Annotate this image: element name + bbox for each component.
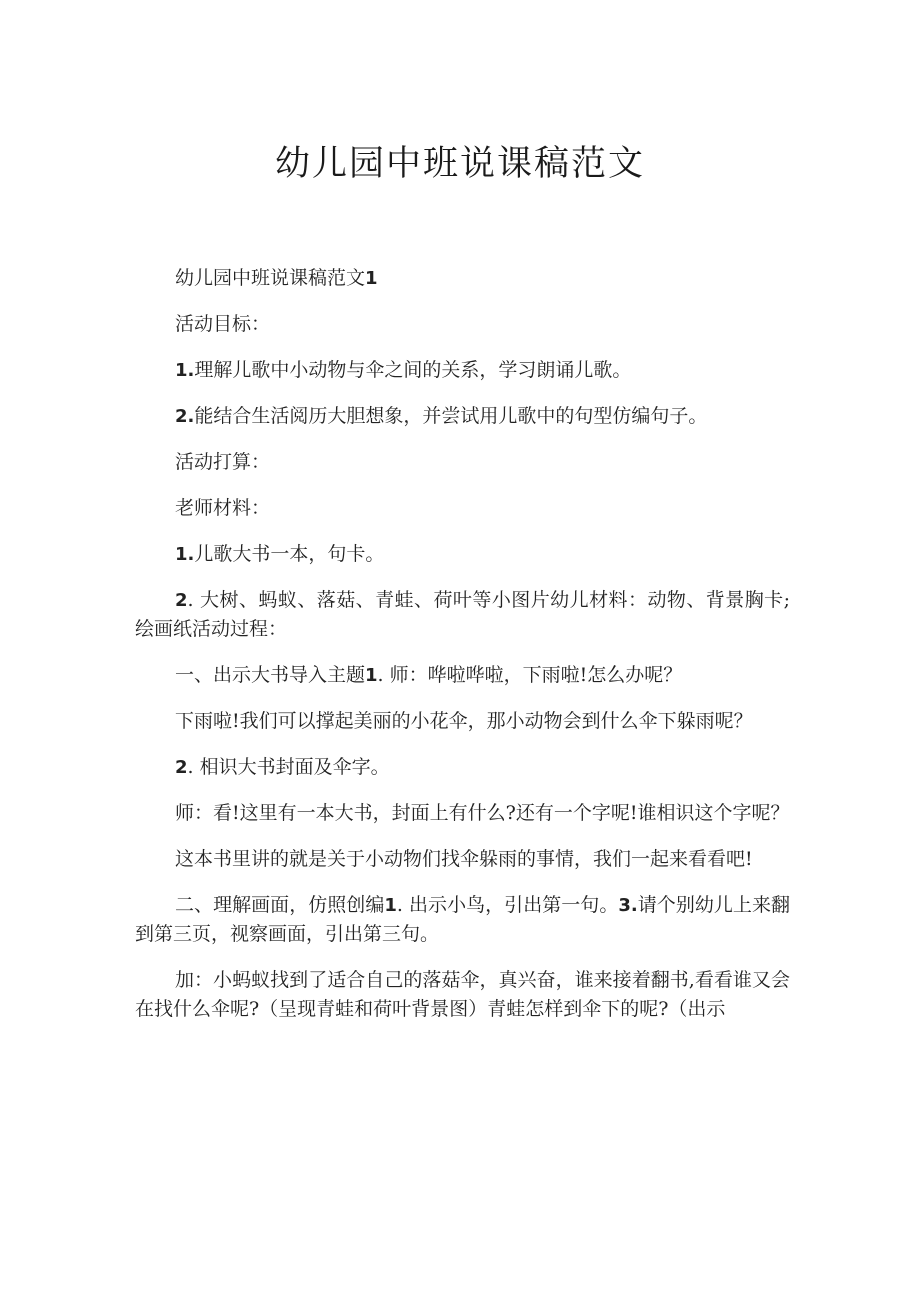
paragraph-text: 儿歌大书一本，句卡。	[194, 543, 385, 565]
paragraph	[135, 661, 790, 690]
paragraph	[135, 310, 790, 339]
document-title: 幼儿园中班说课稿范文	[274, 144, 645, 184]
paragraph-text: 二、理解画面，仿照创编	[175, 894, 385, 916]
paragraph-text: 一、出示大书导入主题	[175, 664, 366, 686]
paragraph-number: 2.	[175, 406, 195, 427]
paragraph-text: . 大树、蚂蚁、落菇、青蛙、荷叶等小图片幼儿材料：动物、背景胸卡;绘画纸活动过程：	[135, 589, 790, 640]
paragraph-text: 这本书里讲的就是关于小动物们找伞躲雨的事情，我们一起来看看吧!	[175, 848, 753, 870]
paragraph-text: . 相识大书封面及伞字。	[187, 756, 390, 778]
paragraph	[135, 448, 790, 477]
paragraph-text: 下雨啦!我们可以撑起美丽的小花伞，那小动物会到什么伞下躲雨呢？	[175, 710, 753, 732]
paragraph-text: 加：小蚂蚁找到了适合自己的落菇伞，真兴奋，谁来接着翻书,看看谁又会在找什么伞呢?（呈现青蛙和荷叶背景图）青蛙怎样到伞下的呢?（出示	[135, 969, 790, 1020]
paragraph-number: 1.	[175, 360, 195, 381]
paragraph	[135, 799, 790, 828]
paragraph-number: 1	[365, 268, 378, 289]
paragraph-text: 活动打算：	[175, 451, 271, 473]
paragraph	[135, 707, 790, 736]
paragraph	[135, 402, 790, 431]
paragraph-text: 理解儿歌中小动物与伞之间的关系，学习朗诵儿歌。	[194, 359, 632, 381]
paragraph	[135, 891, 790, 949]
paragraph-number: 1.	[175, 544, 195, 565]
paragraph	[135, 264, 790, 293]
paragraph-text: 请个别幼儿上来翻到第三页，视察画面，引出第三句。	[135, 894, 790, 945]
paragraph	[135, 753, 790, 782]
paragraph-text: 师：看!这里有一本大书，封面上有什么?还有一个字呢!谁相识这个字呢？	[175, 802, 790, 824]
paragraph	[135, 845, 790, 874]
paragraph	[135, 540, 790, 569]
paragraph-number: 3.	[618, 895, 638, 916]
paragraph	[135, 494, 790, 523]
paragraph-text: 幼儿园中班说课稿范文	[175, 267, 366, 289]
paragraph-number: 2	[175, 757, 188, 778]
paragraph-text: 老师材料：	[175, 497, 271, 519]
paragraph-text: 活动目标：	[175, 313, 271, 335]
paragraph-text: . 师：哗啦哗啦，下雨啦!怎么办呢？	[377, 664, 683, 686]
paragraph-text: . 出示小鸟，引出第一句。	[396, 894, 619, 916]
paragraph-number: 2	[175, 590, 188, 611]
paragraph	[135, 586, 790, 644]
document-body	[135, 264, 790, 1041]
paragraph-number: 1	[365, 665, 378, 686]
paragraph	[135, 356, 790, 385]
paragraph-text: 能结合生活阅历大胆想象，并尝试用儿歌中的句型仿编句子。	[194, 405, 708, 427]
paragraph	[135, 966, 790, 1024]
paragraph-number: 1	[384, 895, 397, 916]
